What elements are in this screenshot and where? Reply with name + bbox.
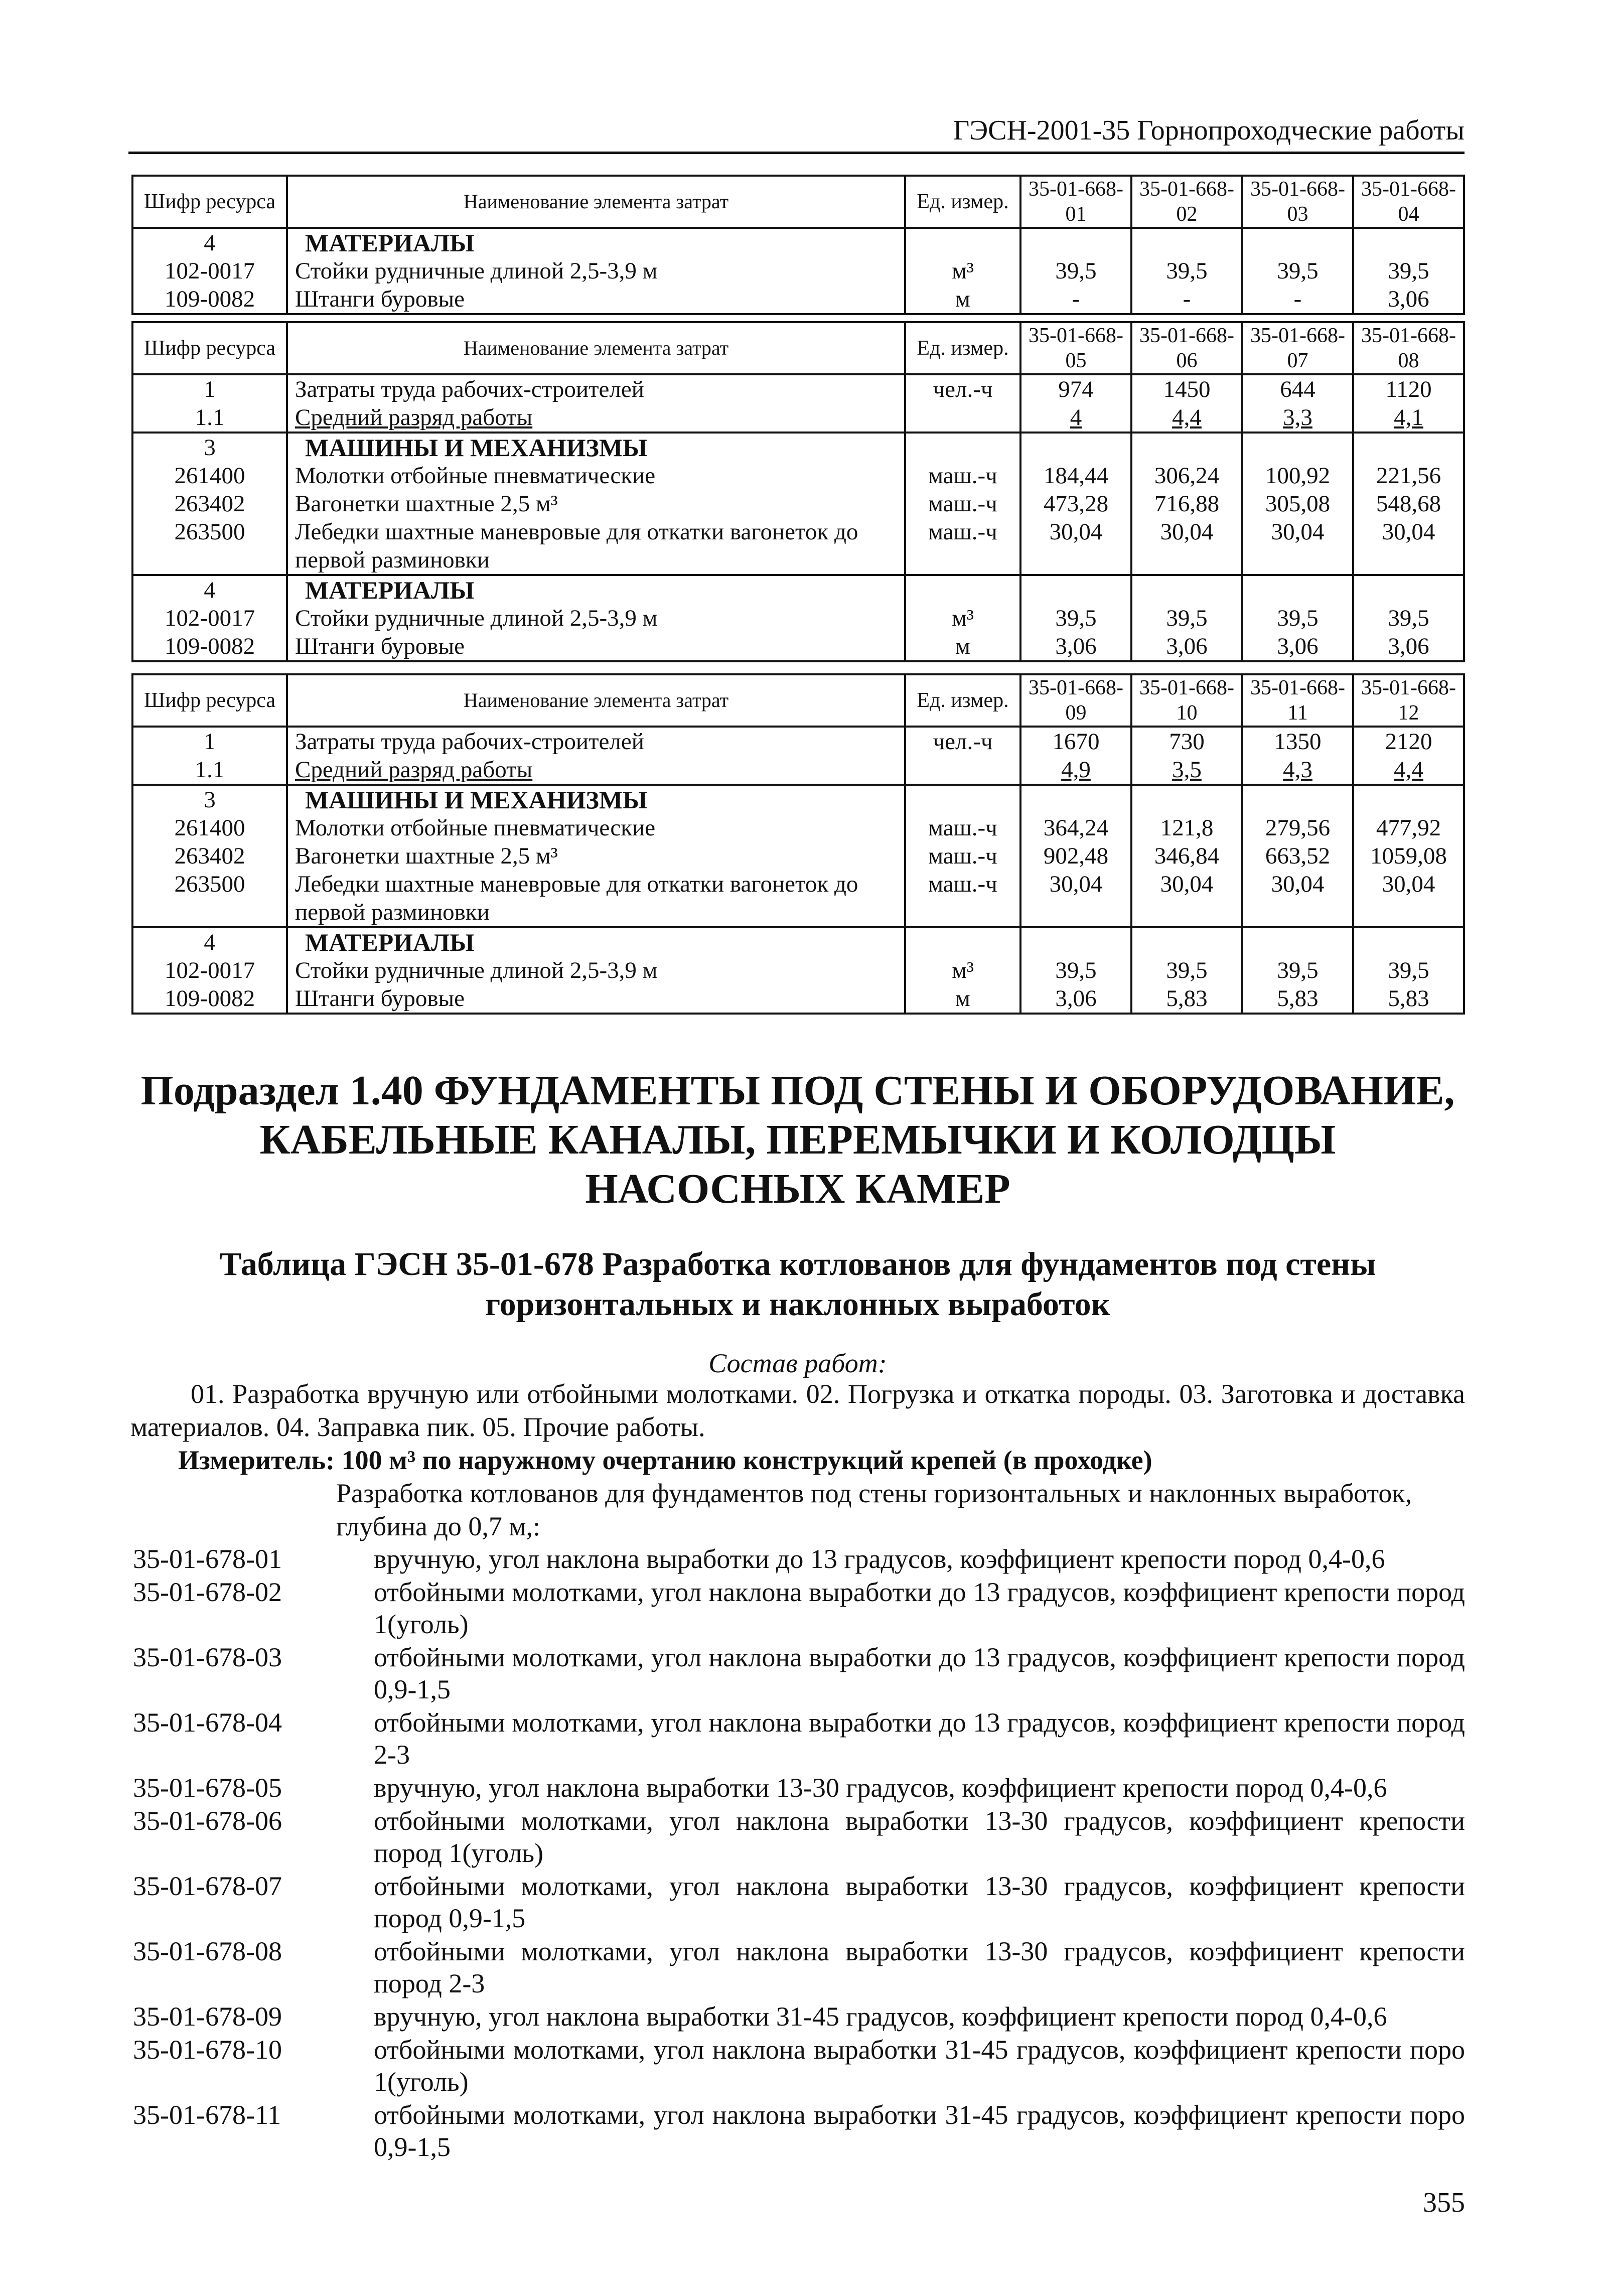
norm-intro: Разработка котлованов для фундаментов под стены горизонтальных и наклонных выработок, глубина до 0,7 м,: [336, 1478, 1412, 1541]
norm-value: 306,24 [1131, 462, 1242, 490]
resource-name: Лебедки шахтные маневровые для откатки вагонеток до первой разминовки [287, 870, 905, 927]
norm-value: 30,04 [1353, 518, 1464, 575]
norm-value: 3,5 [1131, 756, 1242, 785]
norm-value: 121,8 [1131, 814, 1242, 842]
col-header-name: Наименование элемента затрат [287, 674, 905, 727]
resource-code: 1.1 [132, 756, 287, 785]
col-header-norm: 35-01-668-09 [1020, 674, 1131, 727]
norm-code: 35-01-678-06 [133, 1806, 282, 1836]
norm-description: отбойными молотками, угол наклона выработки 13-30 градусов, коэффициент крепости пород 2-3 [374, 1936, 1465, 1998]
resource-name: Вагонетки шахтные 2,5 м³ [287, 490, 905, 518]
norm-value: 279,56 [1242, 814, 1353, 842]
norm-value: 5,83 [1131, 984, 1242, 1014]
norm-value: 305,08 [1242, 490, 1353, 518]
table-row [132, 814, 1464, 842]
section-title: МАТЕРИАЛЫ [287, 228, 905, 257]
table-row [132, 257, 1464, 285]
norm-description: вручную, угол наклона выработки 31-45 градусов, коэффициент крепости пород 0,4-0,6 [374, 2001, 1387, 2032]
norm-code: 35-01-678-10 [133, 2035, 282, 2065]
norm-value: 100,92 [1242, 462, 1353, 490]
resource-name: Лебедки шахтные маневровые для откатки вагонеток до первой разминовки [287, 518, 905, 575]
norm-code: 35-01-678-02 [133, 1577, 282, 1607]
section-title: МАТЕРИАЛЫ [287, 575, 905, 604]
table-row [132, 956, 1464, 984]
resource-table-2 [131, 321, 1465, 662]
col-header-unit: Ед. измер. [905, 176, 1020, 228]
resource-code: 109-0082 [132, 285, 287, 314]
table-title: Таблица ГЭСН 35-01-678 Разработка котлованов для фундаментов под стены горизонтальных и наклонных выработок [219, 1246, 1376, 1323]
norm-value: 4,1 [1353, 403, 1464, 433]
table-row [132, 727, 1464, 756]
resource-name: Затраты труда рабочих-строителей [287, 727, 905, 756]
resource-unit: м³ [905, 956, 1020, 984]
norm-code: 35-01-678-03 [133, 1642, 282, 1672]
norm-value: 30,04 [1131, 870, 1242, 927]
running-header [128, 111, 1465, 154]
resource-code: 102-0017 [132, 257, 287, 285]
running-header-title: ГЭСН-2001-35 Горнопроходческие работы [953, 115, 1465, 146]
norm-value: 30,04 [1020, 518, 1131, 575]
norm-value: 4,4 [1353, 756, 1464, 785]
table-row [132, 374, 1464, 403]
resource-table-3 [131, 673, 1465, 1015]
norm-value: 3,3 [1242, 403, 1353, 433]
norm-value: 3,06 [1020, 984, 1131, 1014]
resource-name: Стойки рудничные длиной 2,5-3,9 м [287, 604, 905, 632]
measure-unit: Измеритель: 100 м³ по наружному очертанию конструкций крепей (в проходке) [178, 1445, 1152, 1475]
norm-value: 3,06 [1353, 285, 1464, 314]
norm-code: 35-01-678-04 [133, 1707, 282, 1738]
col-header-unit: Ед. измер. [905, 322, 1020, 374]
norm-value: 39,5 [1020, 604, 1131, 632]
col-header-norm: 35-01-668-05 [1020, 322, 1131, 374]
resource-unit: маш.-ч [905, 842, 1020, 870]
norm-code: 35-01-678-01 [133, 1544, 282, 1574]
resource-name: Стойки рудничные длиной 2,5-3,9 м [287, 956, 905, 984]
table-row [132, 927, 1464, 956]
resource-name: Молотки отбойные пневматические [287, 814, 905, 842]
resource-unit: маш.-ч [905, 814, 1020, 842]
works-composition-label: Состав работ: [708, 1348, 887, 1378]
list-item [133, 1641, 1465, 1705]
norm-value: 30,04 [1020, 870, 1131, 927]
resource-name: Вагонетки шахтные 2,5 м³ [287, 842, 905, 870]
norm-value: 477,92 [1353, 814, 1464, 842]
norm-list [133, 1543, 1465, 2164]
norm-description: отбойными молотками, угол наклона выработки до 13 градусов, коэффициент крепости пород 0,9-1,5 [374, 1642, 1465, 1704]
col-header-name: Наименование элемента затрат [287, 176, 905, 228]
norm-value: 1059,08 [1353, 842, 1464, 870]
norm-value: 5,83 [1353, 984, 1464, 1014]
norm-value: - [1020, 285, 1131, 314]
norm-value: 30,04 [1242, 518, 1353, 575]
norm-value: 3,06 [1131, 632, 1242, 661]
norm-value: 4 [1020, 403, 1131, 433]
resource-unit: маш.-ч [905, 490, 1020, 518]
resource-code: 263402 [132, 490, 287, 518]
resource-name: Штанги буровые [287, 285, 905, 314]
norm-value: 3,06 [1020, 632, 1131, 661]
norm-value: 39,5 [1353, 604, 1464, 632]
norm-value: 730 [1131, 727, 1242, 756]
col-header-norm: 35-01-668-02 [1131, 176, 1242, 228]
norm-description: вручную, угол наклона выработки до 13 градусов, коэффициент крепости пород 0,4-0,6 [374, 1544, 1385, 1574]
norm-value: 3,06 [1353, 632, 1464, 661]
norm-value: 644 [1242, 374, 1353, 403]
resource-name: Штанги буровые [287, 632, 905, 661]
list-item [133, 1935, 1465, 1999]
resource-unit: м [905, 984, 1020, 1014]
resource-unit [905, 403, 1020, 433]
resource-unit [905, 756, 1020, 785]
list-item [133, 1772, 1465, 1804]
section-title: МАТЕРИАЛЫ [287, 927, 905, 956]
norm-value: 39,5 [1353, 956, 1464, 984]
resource-code: 3 [132, 785, 287, 814]
resource-code: 263500 [132, 870, 287, 927]
norm-description: отбойными молотками, угол наклона выработки 13-30 градусов, коэффициент крепости пород 1(уголь) [374, 1806, 1465, 1868]
norm-description: отбойными молотками, угол наклона выработки до 13 градусов, коэффициент крепости пород 1(уголь) [374, 1577, 1465, 1639]
norm-description: отбойными молотками, угол наклона выработки до 13 градусов, коэффициент крепости пород 2-3 [374, 1707, 1465, 1770]
resource-unit: чел.-ч [905, 374, 1020, 403]
table-row [132, 604, 1464, 632]
col-header-name: Наименование элемента затрат [287, 322, 905, 374]
table-row [132, 285, 1464, 314]
resource-unit: маш.-ч [905, 462, 1020, 490]
page-number: 355 [1423, 2187, 1465, 2218]
resource-table-1 [131, 175, 1465, 315]
col-header-norm: 35-01-668-01 [1020, 176, 1131, 228]
norm-code: 35-01-678-07 [133, 1871, 282, 1901]
norm-value: 39,5 [1131, 956, 1242, 984]
col-header-norm: 35-01-668-08 [1353, 322, 1464, 374]
norm-code: 35-01-678-09 [133, 2001, 282, 2032]
norm-value: 548,68 [1353, 490, 1464, 518]
resource-code: 109-0082 [132, 984, 287, 1014]
norm-value: 39,5 [1242, 956, 1353, 984]
table-row [132, 575, 1464, 604]
resource-unit: м [905, 632, 1020, 661]
col-header-norm: 35-01-668-12 [1353, 674, 1464, 727]
norm-value: 4,4 [1131, 403, 1242, 433]
resource-unit: м [905, 285, 1020, 314]
list-item [133, 1870, 1465, 1934]
norm-value: 1350 [1242, 727, 1353, 756]
table-row [132, 756, 1464, 785]
norm-value: 716,88 [1131, 490, 1242, 518]
table-row [132, 870, 1464, 927]
resource-unit: маш.-ч [905, 518, 1020, 575]
norm-value: 39,5 [1353, 257, 1464, 285]
resource-code: 261400 [132, 814, 287, 842]
table-row [132, 228, 1464, 257]
norm-code: 35-01-678-05 [133, 1773, 282, 1803]
resource-name: Штанги буровые [287, 984, 905, 1014]
table-header-row [132, 176, 1464, 228]
norm-value: 1120 [1353, 374, 1464, 403]
table-row [132, 462, 1464, 490]
resource-name: Стойки рудничные длиной 2,5-3,9 м [287, 257, 905, 285]
list-item [133, 2034, 1465, 2098]
table-row [132, 842, 1464, 870]
norm-value: 2120 [1353, 727, 1464, 756]
norm-code: 35-01-678-11 [133, 2100, 281, 2130]
resource-name: Молотки отбойные пневматические [287, 462, 905, 490]
resource-code: 1 [132, 374, 287, 403]
norm-value: 4,3 [1242, 756, 1353, 785]
table-row [132, 785, 1464, 814]
norm-value: 974 [1020, 374, 1131, 403]
norm-value: 5,83 [1242, 984, 1353, 1014]
norm-value: 39,5 [1242, 604, 1353, 632]
norm-value: 30,04 [1242, 870, 1353, 927]
norm-value: 221,56 [1353, 462, 1464, 490]
table-row [132, 632, 1464, 661]
resource-code: 263402 [132, 842, 287, 870]
col-header-norm: 35-01-668-07 [1242, 322, 1353, 374]
col-header-norm: 35-01-668-11 [1242, 674, 1353, 727]
resource-name: Средний разряд работы [287, 403, 905, 433]
resource-code: 102-0017 [132, 604, 287, 632]
resource-code: 261400 [132, 462, 287, 490]
resource-code: 1.1 [132, 403, 287, 433]
norm-description: вручную, угол наклона выработки 13-30 градусов, коэффициент крепости пород 0,4-0,6 [374, 1773, 1387, 1803]
norm-value: 4,9 [1020, 756, 1131, 785]
table-header-row [132, 674, 1464, 727]
table-row [132, 433, 1464, 462]
resource-unit: м³ [905, 604, 1020, 632]
norm-value: 39,5 [1020, 257, 1131, 285]
section-title: МАШИНЫ И МЕХАНИЗМЫ [287, 785, 905, 814]
norm-value: 1670 [1020, 727, 1131, 756]
list-item [133, 2000, 1465, 2033]
list-item [133, 1706, 1465, 1771]
norm-description: отбойными молотками, угол наклона выработки 31-45 градусов, коэффициент крепости поро 0,9-1,5 [374, 2100, 1465, 2162]
col-header-code: Шифр ресурса [132, 674, 287, 727]
resource-code: 4 [132, 927, 287, 956]
norm-value: 346,84 [1131, 842, 1242, 870]
subsection-title: Подраздел 1.40 ФУНДАМЕНТЫ ПОД СТЕНЫ И ОБОРУДОВАНИЕ, КАБЕЛЬНЫЕ КАНАЛЫ, ПЕРЕМЫЧКИ И КОЛОДЦЫ НАСОСНЫХ КАМЕР [140, 1067, 1455, 1212]
col-header-norm: 35-01-668-04 [1353, 176, 1464, 228]
resource-name: Средний разряд работы [287, 756, 905, 785]
norm-value: 473,28 [1020, 490, 1131, 518]
norm-value: 3,06 [1242, 632, 1353, 661]
norm-value: 663,52 [1242, 842, 1353, 870]
norm-value: 1450 [1131, 374, 1242, 403]
col-header-code: Шифр ресурса [132, 322, 287, 374]
list-item [133, 1805, 1465, 1869]
table-row [132, 518, 1464, 575]
table-row [132, 490, 1464, 518]
table-header-row [132, 322, 1464, 374]
norm-value: 39,5 [1131, 604, 1242, 632]
resource-code: 4 [132, 575, 287, 604]
col-header-code: Шифр ресурса [132, 176, 287, 228]
norm-value: - [1131, 285, 1242, 314]
resource-unit: маш.-ч [905, 870, 1020, 927]
resource-name: Затраты труда рабочих-строителей [287, 374, 905, 403]
norm-value: 39,5 [1131, 257, 1242, 285]
norm-description: отбойными молотками, угол наклона выработки 31-45 градусов, коэффициент крепости поро 1(уголь) [374, 2035, 1465, 2097]
col-header-norm: 35-01-668-06 [1131, 322, 1242, 374]
norm-code: 35-01-678-08 [133, 1936, 282, 1966]
col-header-norm: 35-01-668-10 [1131, 674, 1242, 727]
norm-value: 39,5 [1020, 956, 1131, 984]
col-header-norm: 35-01-668-03 [1242, 176, 1353, 228]
list-item [133, 1543, 1465, 1575]
works-composition-text: 01. Разработка вручную или отбойными молотками. 02. Погрузка и откатка породы. 03. Заготовка и доставка материалов. 04. Заправка пик. 05. Прочие работы. [130, 1379, 1465, 1442]
table-row [132, 984, 1464, 1014]
resource-code: 3 [132, 433, 287, 462]
norm-value: 30,04 [1353, 870, 1464, 927]
norm-value: 364,24 [1020, 814, 1131, 842]
norm-value: 902,48 [1020, 842, 1131, 870]
resource-code: 1 [132, 727, 287, 756]
col-header-unit: Ед. измер. [905, 674, 1020, 727]
list-item [133, 2099, 1465, 2163]
resource-unit: м³ [905, 257, 1020, 285]
resource-code: 4 [132, 228, 287, 257]
norm-description: отбойными молотками, угол наклона выработки 13-30 градусов, коэффициент крепости пород 0,9-1,5 [374, 1871, 1465, 1933]
norm-value: - [1242, 285, 1353, 314]
norm-value: 30,04 [1131, 518, 1242, 575]
norm-value: 39,5 [1242, 257, 1353, 285]
resource-code: 263500 [132, 518, 287, 575]
resource-code: 102-0017 [132, 956, 287, 984]
section-title: МАШИНЫ И МЕХАНИЗМЫ [287, 433, 905, 462]
resource-unit: чел.-ч [905, 727, 1020, 756]
resource-code: 109-0082 [132, 632, 287, 661]
norm-value: 184,44 [1020, 462, 1131, 490]
table-row [132, 403, 1464, 433]
list-item [133, 1576, 1465, 1640]
